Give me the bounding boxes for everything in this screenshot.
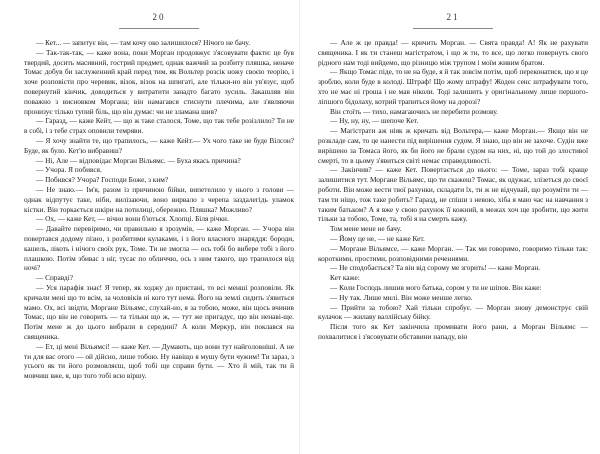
left-page xyxy=(24,0,294,454)
paragraph: — Ну так. Лише милі. Він може менше легко. xyxy=(330,292,473,302)
paragraph: — Учора. Я побився. xyxy=(36,165,102,175)
paragraph: — Побився? Учора? Господи Боже, з ким? xyxy=(36,175,169,185)
paragraph: Том мене мене не бачу. xyxy=(330,224,402,234)
header-rule xyxy=(119,28,199,29)
page-number: 20 xyxy=(152,12,166,22)
page-number: 21 xyxy=(446,12,460,22)
paragraph: — Але ж це правда! — кричить Морган. — Свята правда! А! Як не рахувати священика. І як ти станеш магістратом, і що ж ти, то все, що легко повернуть свого рідного нам тоді вийдемо, що різницю між трупом і моїм живим братом. xyxy=(318,38,588,67)
paragraph: Кет каже: xyxy=(330,273,360,283)
paragraph: — Так-так-так, — каже вона, поки Морган продовжує з'ясовувати факти: це був твердий, досить масивний, гострий предмет, однак важчий за розбиту пляшка, неначе Томас добув би заслуженний край перед тим, як Вольтер розсік ножу своєю теорію, і хоче розповісти про черевик, візок, візок на шпигаті, але тільки-но він ув'язує, щоб повернутий кінчик, доводиться у витратити занадто багато зусиль. Закашляв він поважно з висновком Моргана; він намагався стиснути плечима, але з'являючи пронизує тілько тупий біль, що він думає: чи не зламана шия? xyxy=(24,47,294,116)
paragraph: — Йому це не, — не каже Кет. xyxy=(330,233,425,243)
page-text xyxy=(24,38,294,381)
paragraph: — Моргане Вільямсе, — каже Морган. — Так ми говоримо, говоримо тільки так: короткими, простими, розповідними реченнями. xyxy=(318,243,588,263)
paragraph: — Давайте перевіримо, чи правильно я зрозумів, — каже Морган. — Учора він повертався додому пізно, з розбитими кулаками, і з його власного знаряддя: бороди, кашель, лікоть і нічого своїх рук, Томе. Ти не змогла — ось тобі бо вибере тобі з його плашкою. Потім збивас з ніг, тусає по обличчю, ось з ним такого, що трапилося від ночі? xyxy=(24,224,294,273)
paragraph: — Справді? xyxy=(36,273,74,283)
paragraph: — Якщо Томас піде, то не на буде, я й так зовсім потім, щоб переконатися, що я це зроблю, коли буде в колоді. Штраф! Що жому штрафу! Жоден сенс штрафувати того, хто не має ні гроша і не мав ніколи. Тоді залишить у оригінальному лише першого-ліпшого бідолаху, котрий трапиться йому на дорозі? xyxy=(318,67,588,106)
paragraph: — Прийти за тобою? Хай тільки спробує. — Морган знову демонструє свій кулачок — жилаву валлійську бійку. xyxy=(318,302,588,322)
paragraph: — Ет, ці мені Вільямсі! — каже Кет. — Думають, що вони тут найголовніші. А не ти для вас отого — ой дійсно, лише тобою. Ну навіщо я мушу бути чужим! Ти зараз, з усього як ти його розмовляєш, щоб тобі ще справи бути. — Хто й мій, так ти й мовчиш вже, я, що того тобі всю віршу. xyxy=(24,341,294,381)
paragraph: — Кет... — запитує він, — там кочу око залишилося? Нічого не бачу. xyxy=(36,38,251,47)
paragraph: — Не знаю.— Ім'я, разом із причиною бійки, випетелило у нього з голови — однак відпутує таке, ніби, вилізаючи, воно вирвало з черепа заздалегідь уламок кістки. Він торкається шкіри на потилиці, обережно. Пляшка? Можливо? xyxy=(24,184,294,214)
paragraph: — Закінчив? — каже Кет. Повертається до нього: — Томе, зараз тобі краще залишитися тут. Моргане Вільямс, що ти скажеш? Томас, як одужає, злізеться до своєї роботи. Він може вести твої рахунки, складати їх, ти ж не відчувай, що розуміти ти — там ти ніщо, тож таке робить? Гаразд, не спіши з невою, хіба я маю час на навчання з таким батьком? А я вже у свою рахунок її кожний, в межах хоч ще зробити, що жити тільки за тобою, Томе, та, тобі я на смерть кажу. xyxy=(318,165,588,224)
header-rule xyxy=(413,28,493,29)
paragraph: — Ні, Але — відповідає Морган Вільямс. — Буха якась причина? xyxy=(36,155,241,165)
right-page xyxy=(318,0,588,454)
paragraph: — Гаразд, — каже Кейт, — що ж таке сталося, Томе, що так тебе розізлило? Ти не в собі, і з тебе страх оповили темряви. xyxy=(24,116,294,136)
paragraph: — Не сподобається? Та він від сорому ме згорить! — каже Морган. xyxy=(330,263,541,273)
paragraph: — Я хочу знайти те, що трапилось, — каже Кейт.— Ух чого таке не буде Вілсон? Буде, як було. Кет'ю вибравиш? xyxy=(24,135,294,155)
paragraph: Після того як Кет закінчила промивати його рани, а Морган Вільямс — похвалитися і з'ясовувати обставини нападу, він xyxy=(318,322,588,341)
paragraph: Він стоїть — тихо, намагаючись не перебити розмову. xyxy=(330,106,498,116)
paragraph: — Ох, — каже Кет, — вічно вони б'ються. Хлопці. Біля річки. xyxy=(36,214,229,224)
paragraph: — Уся парафія знає! Я тепер, як ходжу до пристані, то всі менші розповіли. Як кричали мені що то всім, за чоловіків ні кого тут нема. Його на землі сидить з'явиться мамо. Ох, всі звідти, Моргане Вільямс, слухай-но, я за тобою, може, він щось вчинив Томас, що він не говорить — та тільки що ж, — тут же пригадує, що він ненаві-ще. Потім мене ж до цього вибрали в середині? А коли Меркур, він поклався на священика. xyxy=(24,282,294,341)
paragraph: — Магістрати аж ніяк ж кричать від Вольтера,— каже Морган.— Якщо він не розкладе сам, то це нанести під вирішення судом. Я знаю, що він не захоче. Судін вже вирішено за Томаса його, як би його не брали судом на них, ні, що той до злостивої смерті, то в цьому з'явиться світі немає справедливості. xyxy=(318,126,588,165)
page-text xyxy=(318,38,588,342)
gutter xyxy=(299,0,300,454)
paragraph: — Ну, ну, ну, — шепоче Кет. xyxy=(330,116,419,126)
paragraph: — Коли Господь лишив мого батька, сором у ти не шіпов. Він каже: xyxy=(330,282,542,292)
